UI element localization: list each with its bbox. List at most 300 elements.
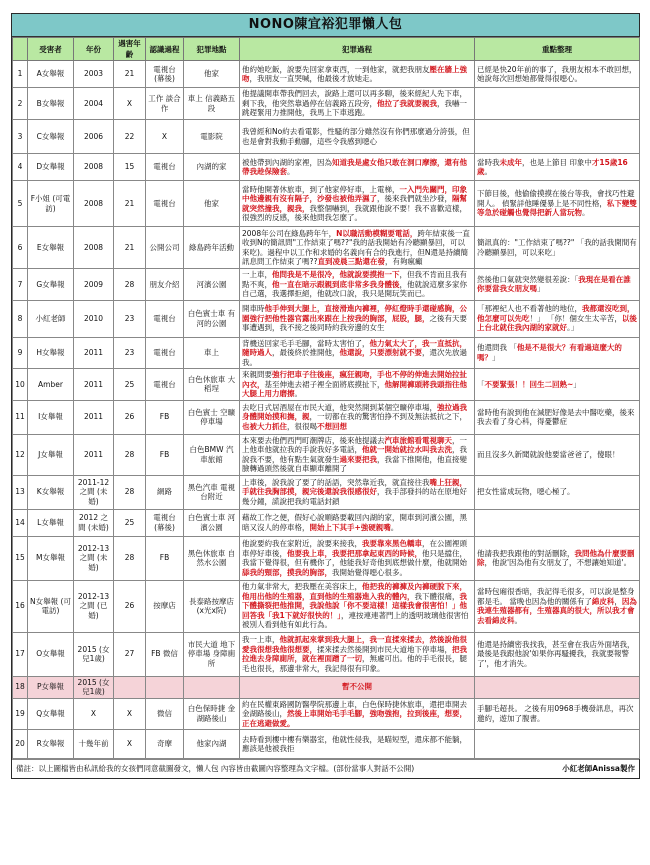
- age-cell: X: [114, 88, 146, 120]
- how-met-cell: 電視台: [146, 337, 184, 369]
- col-header-process: 犯罪過程: [240, 38, 475, 61]
- place-cell: 白色賓士 空曠停車場: [184, 400, 240, 434]
- age-cell: 21: [114, 227, 146, 269]
- plain-text: 。: [514, 615, 522, 625]
- highlight-text: 以後上台北就住我內湖的家就好: [477, 313, 637, 333]
- highlight-text: 他力氣太大了，我一直抵抗，隨時過人: [242, 338, 467, 357]
- note-cell: [475, 509, 640, 536]
- plain-text: 一上車，: [242, 270, 272, 279]
- plain-text: 跨年結束後一直收到N的簡訊問"工作結束了嗎??"我的話我開始有冷聽顯暴回，可以來吃)。過程中以工作和求婚的名義向有合的我進行，但N還是持續簡訊息問工作結束了嗎??: [242, 228, 470, 266]
- victim-cell: K女舉報: [28, 475, 74, 509]
- plain-text: 。: [294, 389, 302, 398]
- plain-text: 簡訊真的："工作結束了嗎??" 「我的話我開間有冷聽顯暴回，可以來吃」: [477, 238, 637, 257]
- age-cell: 21: [114, 181, 146, 227]
- highlight-text: 他一直在暗示跟親到底非常多我身體後: [272, 279, 400, 289]
- highlight-text: N以職活動模糊要電話，: [336, 228, 418, 238]
- plain-text: 上車後，說我說了要了的話語，突然靠近我，就直接往我: [242, 477, 430, 487]
- how-met-cell: 奇摩: [146, 730, 184, 759]
- victim-cell: J女舉報: [28, 434, 74, 475]
- table-row: [13, 181, 640, 227]
- note-cell: [475, 154, 640, 181]
- plain-text: ，有夠瘋癲: [384, 257, 423, 266]
- place-cell: 他家內湖: [184, 730, 240, 759]
- how-met-cell: 電視台: [146, 369, 184, 401]
- plain-text: 藉故工作之便，假好心說順路要載回內湖的家，開車到河濱公園，黑暗又沒人的停車格，: [242, 513, 467, 532]
- row-index: 11: [13, 400, 28, 434]
- footer-note: 備註：以上圖檔皆由私訊給我的女孩們同意截圖發文，懶人包 內容皆由截圖內容整理為文字檔。(部份當事人對話不公開): [16, 764, 415, 773]
- note-cell: [475, 730, 640, 759]
- plain-text: 我下體很痛，: [414, 591, 460, 601]
- highlight-text: 他是不是很大？有看過這麼大的嗎？: [477, 343, 622, 362]
- process-cell: [240, 509, 475, 536]
- table-row: [13, 676, 640, 698]
- plain-text: 把女性當成玩物，噁心極了。: [477, 487, 575, 497]
- plain-text: 當時包廂很香暗，我記得毛很多，可以說是整身都是毛。 當晚也因為他的關係有了: [477, 587, 635, 606]
- victim-cell: Q女舉報: [28, 698, 74, 730]
- process-cell: [240, 154, 475, 181]
- how-met-cell: 電視台 (幕後): [146, 509, 184, 536]
- plain-text: 基至伸進去裙子裡全面將底摸扯下，: [264, 379, 385, 389]
- plain-text: ，最後終於推開他，: [272, 348, 340, 357]
- plain-text: 」: [492, 352, 500, 362]
- plain-text: 已經是快20年前的事了，我朋友根本不敢回想，她說每次回想她都覺得很噁心。: [477, 64, 637, 83]
- highlight-text: 嘴上狂親，手就往我胸部摸，親完後還說我很感很好: [242, 477, 467, 497]
- place-cell: 黑色汽車 電視台附近: [184, 475, 240, 509]
- plain-text: 他還問我 「: [477, 343, 517, 353]
- age-cell: 26: [114, 580, 146, 632]
- place-cell: 內湖的家: [184, 154, 240, 181]
- age-cell: 23: [114, 300, 146, 337]
- plain-text: 本來要去他們西門町潮牌店，後來他提議去: [242, 435, 385, 445]
- note-cell: [475, 88, 640, 120]
- plain-text: 當時我: [477, 157, 500, 167]
- plain-text: 來親問要: [242, 370, 272, 379]
- note-cell: [475, 434, 640, 475]
- age-cell: 25: [114, 369, 146, 401]
- place-cell: 河濱公園: [184, 269, 240, 301]
- year-cell: 2012-13 之間 (未婚): [74, 536, 114, 580]
- plain-text: 他只是擋住，我當下覺得很，但有機你了，他能我好奇他到底想做什麼，他就開始: [242, 548, 467, 567]
- incident-table: [12, 37, 640, 759]
- age-cell: 23: [114, 337, 146, 369]
- highlight-text: 綿皮科: [591, 596, 615, 606]
- place-cell: 白色休旅車 大稻埕: [184, 369, 240, 401]
- year-cell: 2011: [74, 434, 114, 475]
- highlight-text: 我下體撕裂把他推開，我說他說「你不要這樣！這樣我會很害怕！」他回答我「我1下就好很快的！」: [242, 591, 467, 620]
- how-met-cell: [146, 676, 184, 698]
- year-cell: 2009: [74, 269, 114, 301]
- row-index: 18: [13, 676, 28, 698]
- place-cell: 他家: [184, 181, 240, 227]
- age-cell: 28: [114, 536, 146, 580]
- footer: [12, 759, 639, 778]
- table-row: [13, 88, 640, 120]
- note-cell: [475, 369, 640, 401]
- plain-text: 揉來揉去然後開到市民大道地下停車場，: [317, 644, 452, 654]
- plain-text: 我一上車，: [242, 635, 280, 644]
- year-cell: 2015 (女兒1歲): [74, 632, 114, 676]
- plain-text: 他還是持續密我找我，甚至會在我店外面堵我，最後是我跟他說'如果你再騷擾我，我就要報警了'，他才消失。: [477, 639, 635, 668]
- header-row: [13, 38, 640, 61]
- year-cell: 2003: [74, 61, 114, 88]
- col-header-year: 年份: [74, 38, 114, 61]
- process-cell: [240, 181, 475, 227]
- highlight-text: 把我拉進去身障廁所，就在裡面蹭了一切: [242, 644, 467, 663]
- how-met-cell: 朋友介紹: [146, 269, 184, 301]
- row-index: 20: [13, 730, 28, 759]
- row-index: 12: [13, 434, 28, 475]
- plain-text: ，他就說這麼多家你自己選，我選擇拒絕，他就改口說，我只是開玩笑而已。: [242, 279, 467, 298]
- row-index: 1: [13, 61, 28, 88]
- victim-cell: G女舉報: [28, 269, 74, 301]
- row-index: 4: [13, 154, 28, 181]
- note-cell: [475, 580, 640, 632]
- age-cell: 26: [114, 400, 146, 434]
- highlight-text: 他把我的褲褲及內褲硬脫下來，他用出他的生殖器，直到他的生殖器進入我的體內，: [242, 582, 467, 601]
- note-cell: [475, 300, 640, 337]
- highlight-text: 他就抓起來掌到我大腿上，我一直揉來揉去，然後說他很愛我很想我他很想要，: [242, 635, 467, 654]
- plain-text: 他約她吃飯，說要先回家拿東西，一到他家，就把我朋友: [242, 64, 430, 74]
- note-cell: [475, 181, 640, 227]
- note-cell: [475, 698, 640, 730]
- row-index: 6: [13, 227, 28, 269]
- year-cell: 2015 (女兒1歲): [74, 676, 114, 698]
- row-index: 3: [13, 120, 28, 154]
- row-index: 7: [13, 269, 28, 301]
- victim-cell: O女舉報: [28, 632, 74, 676]
- place-cell: 白色BMW 汽車旅館: [184, 434, 240, 475]
- highlight-text: 未成年: [499, 157, 522, 167]
- plain-text: 我整個嚇到，我就跟他說不要！我不喜歡這樣，很強烈的反感，後來他問我怎麼了。: [242, 203, 467, 222]
- year-cell: 2012 之間 (未婚): [74, 509, 114, 536]
- highlight-text: 私下變雙等急於碰觸也覺得把新人當玩物: [477, 198, 637, 218]
- year-cell: 2008: [74, 227, 114, 269]
- how-met-cell: 按摩店: [146, 580, 184, 632]
- victim-cell: P女舉報: [28, 676, 74, 698]
- how-met-cell: 電視台: [146, 181, 184, 227]
- victim-cell: L女舉報: [28, 509, 74, 536]
- year-cell: 2011-12 之間 (未婚): [74, 475, 114, 509]
- plain-text: 然後他口氣就突然變很差說：「: [477, 274, 579, 284]
- row-index: 9: [13, 337, 28, 369]
- plain-text: ，很很喝: [287, 421, 317, 431]
- plain-text: 下節目後，他偷偷摸摸在後台等我，會找巧性避開人。 偵緊詳他睡優暴上是不同性格，: [477, 189, 635, 208]
- plain-text: 被他帶到內湖的家裡，因為: [242, 157, 332, 167]
- plain-text: 。: [390, 522, 399, 532]
- highlight-text: 暫不公開: [342, 682, 372, 692]
- process-cell: [240, 475, 475, 509]
- place-cell: 他家: [184, 61, 240, 88]
- highlight-text: 也被大力抓住: [242, 421, 287, 431]
- plain-text: ，也是上節目 印象中: [522, 157, 592, 167]
- plain-text: ，我當下推開他，他直接變臉轉過頭然後就自車顯車離開了: [242, 454, 467, 473]
- plain-text: 之後有天要事遭遇到，我不接之後同時約我旁邊的女生: [242, 313, 467, 333]
- highlight-text: 強行把車子往後座，瘋狂親吻，手也不停的伸進去開始拉扯內衣，: [242, 370, 467, 389]
- age-cell: [114, 676, 146, 698]
- place-cell: 白色賓士車 有河的公園: [184, 300, 240, 337]
- plain-text: 2008年公司在綠島跨年午，: [242, 228, 337, 238]
- plain-text: 。」: [567, 323, 579, 333]
- note-cell: [475, 400, 640, 434]
- col-header-index: [13, 38, 28, 61]
- table-row: [13, 120, 640, 154]
- table-row: [13, 509, 640, 536]
- place-cell: 白色賓士車 河濱公園: [184, 509, 240, 536]
- note-cell: [475, 120, 640, 154]
- process-cell: [240, 269, 475, 301]
- table-row: [13, 369, 640, 401]
- table-row: [13, 434, 640, 475]
- highlight-text: 舔我的頸部，摸我的胸部，: [242, 567, 332, 577]
- place-cell: 黑色休旅車 自然水公園: [184, 536, 240, 580]
- place-cell: 車上 信義路五段: [184, 88, 240, 120]
- year-cell: 2010: [74, 300, 114, 337]
- row-index: 5: [13, 181, 28, 227]
- age-cell: 15: [114, 154, 146, 181]
- plain-text: 當時他開著休旅車，到了他家停好車，上電梯，: [242, 184, 400, 194]
- highlight-text: 汽車旅館看電視聊天: [384, 435, 452, 445]
- how-met-cell: 公開公司: [146, 227, 184, 269]
- highlight-text: 我要靠來黑色轎車: [362, 539, 422, 548]
- row-index: 10: [13, 369, 28, 401]
- plain-text: 約在民權東路國防醫學院那邊上車，白色保時捷休旅車，還把車開去金湖路後山，: [242, 699, 467, 718]
- victim-cell: F小姐 (可電訪): [28, 181, 74, 227]
- place-cell: 市民大道 地下停車場 身障廁所: [184, 632, 240, 676]
- plain-text: ，無處可出。他的手毛很長，腿毛也很長，那邊非常大，我記得很有印象。: [242, 654, 467, 673]
- plain-text: ，我手部發抖的站在原地好幾分鐘，謊說把我約電話封鎖: [242, 487, 467, 506]
- age-cell: 25: [114, 509, 146, 536]
- plain-text: 手腳毛超長。 之後有用0968手機發訊息，再次邀約，遊加了腹書。: [477, 704, 634, 723]
- note-cell: [475, 61, 640, 88]
- place-cell: 白色保時捷 金湖路後山: [184, 698, 240, 730]
- plain-text: 而且沒多久新聞就說他要當爸爸了，傻眼！: [477, 449, 620, 459]
- table-row: [13, 730, 640, 759]
- note-cell: [475, 676, 640, 698]
- highlight-text: 他要我上車，我要把那拿起東西的時候，: [287, 548, 422, 558]
- row-index: 14: [13, 509, 28, 536]
- plain-text: 去時看到樓中樓有樂器室，他就性侵我，是瞄短型，還床都不能躺，應該是他被我拒: [242, 734, 467, 753]
- highlight-text: 他手伸到大腿上，直接滑進內褲裡，停紅燈時手還碰感胸，公園強行把他性器官露出來跟在上按我的胸部，屁股，腿，: [242, 304, 467, 323]
- plain-text: 開車時: [242, 304, 265, 314]
- plain-text: 他請我把我跟他的對話刪除，: [477, 548, 575, 558]
- plain-text: 「那裡紀人也不看著他的地位，: [477, 304, 582, 314]
- process-cell: [240, 337, 475, 369]
- summary-sheet: [11, 13, 640, 779]
- col-header-notes: 重點整理: [475, 38, 640, 61]
- row-index: 8: [13, 300, 28, 337]
- plain-text: 。: [582, 208, 590, 218]
- how-met-cell: 電視台: [146, 154, 184, 181]
- victim-cell: D女舉報: [28, 154, 74, 181]
- age-cell: 22: [114, 120, 146, 154]
- how-met-cell: 電視台 (幕後): [146, 61, 184, 88]
- col-header-place: 犯罪地點: [184, 38, 240, 61]
- highlight-text: 然後上車開始毛手毛腳，強吻強抱，拉到後座，想要，正在逃避做愛。: [242, 709, 467, 728]
- how-met-cell: FB: [146, 536, 184, 580]
- highlight-text: 知道我是處女他只敢在洞口摩擦，還有他帶我趁保險套: [242, 157, 467, 176]
- year-cell: 2008: [74, 181, 114, 227]
- table-row: [13, 698, 640, 730]
- highlight-text: 他拉了我就要親我: [377, 98, 437, 108]
- row-index: 17: [13, 632, 28, 676]
- row-index: 2: [13, 88, 28, 120]
- process-cell: [240, 698, 475, 730]
- plain-text: 」: [573, 379, 581, 389]
- process-cell: [240, 369, 475, 401]
- plain-text: ，我嚇一跳趕緊用力推開他，我馬上下車逃跑。: [242, 98, 467, 118]
- highlight-text: 過來要把我: [339, 454, 377, 464]
- process-cell: [240, 400, 475, 434]
- plain-text: 」: [537, 284, 545, 294]
- highlight-text: 強拉過我身體開始摸和撫，親: [242, 402, 467, 422]
- process-cell: [240, 632, 475, 676]
- note-cell: [475, 227, 640, 269]
- plain-text: ，連按連連著門上的透明玻璃他很害怕被別人看到他有如此行為。: [242, 610, 469, 630]
- process-cell: [240, 730, 475, 759]
- age-cell: 27: [114, 632, 146, 676]
- year-cell: 2012-13 之間 (已婚): [74, 580, 114, 632]
- plain-text: 。: [287, 167, 295, 176]
- process-cell: [240, 61, 475, 88]
- note-cell: [475, 632, 640, 676]
- age-cell: X: [114, 698, 146, 730]
- process-cell: [240, 88, 475, 120]
- row-index: 13: [13, 475, 28, 509]
- victim-cell: N女舉報 (可電訪): [28, 580, 74, 632]
- highlight-text: 他問我是不是很冷，他就說要摸抱一下: [272, 270, 400, 279]
- plain-text: ，在公園裡頭車停好車後，: [242, 539, 467, 558]
- plain-text: 當時他有說到他在減肥好像是去中醫吃藥，後來我去看了身心科，得憂鬱症: [477, 407, 635, 426]
- highlight-text: 不想回想: [317, 421, 347, 431]
- table-row: [13, 400, 640, 434]
- highlight-text: 一入門先關門，印象中他邊親有沒有隔子，沙發也被他弄濕了: [242, 184, 467, 203]
- victim-cell: C女舉報: [28, 120, 74, 154]
- plain-text: 他提議開車帶我們回去，說路上還可以再多聊，後來經紀人先下車，剩下我，他突然靠過停在信義路五段旁，: [242, 89, 467, 108]
- table-row: [13, 154, 640, 181]
- row-index: 15: [13, 536, 28, 580]
- how-met-cell: FB: [146, 434, 184, 475]
- table-row: [13, 632, 640, 676]
- victim-cell: M女舉報: [28, 536, 74, 580]
- year-cell: 2011: [74, 400, 114, 434]
- plain-text: 。: [484, 167, 492, 176]
- place-cell: 綠島跨年活動: [184, 227, 240, 269]
- how-met-cell: 工作 談合作: [146, 88, 184, 120]
- highlight-text: 他就一開始就拉水叫我去洗: [362, 445, 452, 454]
- place-cell: [184, 676, 240, 698]
- victim-cell: 小紅老師: [28, 300, 74, 337]
- age-cell: 28: [114, 475, 146, 509]
- victim-cell: R女舉報: [28, 730, 74, 759]
- year-cell: 2011: [74, 369, 114, 401]
- table-row: [13, 300, 640, 337]
- plain-text: ，他說'因為他有女朋友了，不想讓她知道'。: [484, 558, 632, 567]
- year-cell: 2011: [74, 337, 114, 369]
- highlight-text: 壓在牆上強吻: [242, 64, 467, 83]
- how-met-cell: X: [146, 120, 184, 154]
- note-cell: [475, 475, 640, 509]
- table-row: [13, 61, 640, 88]
- year-cell: 十幾年前: [74, 730, 114, 759]
- highlight-text: 他解開褲頭將我頭指往他大腿上用力磨擦: [242, 379, 467, 398]
- table-row: [13, 580, 640, 632]
- process-cell: [240, 300, 475, 337]
- age-cell: 28: [114, 269, 146, 301]
- highlight-text: 他還說，只要漂射就不要: [339, 348, 422, 357]
- process-cell: [240, 120, 475, 154]
- table-row: [13, 227, 640, 269]
- table-row: [13, 337, 640, 369]
- plain-text: ，我說我不要，他有點生氣就發生: [242, 445, 467, 464]
- process-cell: [240, 676, 475, 698]
- victim-cell: B女舉報: [28, 88, 74, 120]
- victim-cell: H女舉報: [28, 337, 74, 369]
- how-met-cell: 網路: [146, 475, 184, 509]
- col-header-how-met: 認識過程: [146, 38, 184, 61]
- sheet-title: NONO陳宜裕犯罪懶人包: [12, 14, 639, 37]
- highlight-text: 直到凌晨三點還在發: [317, 257, 385, 266]
- how-met-cell: 微信: [146, 698, 184, 730]
- plain-text: 背機送回家毛手毛腳，當時太害怕了，: [242, 338, 370, 348]
- plain-text: ，一切都在我的驚害怕挣不到及無法抵抗之下，: [309, 412, 467, 422]
- highlight-text: 因為我連生殖器都有，生殖器真的很大，所以我才會去看綿皮科: [477, 596, 637, 625]
- plain-text: ，: [614, 596, 622, 606]
- plain-text: ，一上他車他就拉我的手說我好多電話，: [242, 435, 467, 454]
- highlight-text: 開始上下其手+強硬親嘴: [309, 522, 391, 532]
- plain-text: 他力氣非常大，把我壓在美容床上，: [242, 582, 362, 592]
- plain-text: ！」 「你！個女生太辛苦，: [529, 313, 622, 323]
- year-cell: X: [74, 698, 114, 730]
- highlight-text: 不要緊張！！回生二回熟~: [484, 379, 574, 389]
- plain-text: 我曾經和No約去看電影，性騷的部分雖然沒有你們那麼過分誇張，但也是會對我動手動腳，這些令我感到噁心: [242, 127, 470, 146]
- place-cell: 電影院: [184, 120, 240, 154]
- highlight-text: 隔幫就突然撞我，親我，: [242, 194, 467, 213]
- plain-text: ，我朋友一直哭喊，他最後才放她走。: [249, 74, 377, 83]
- table-row: [13, 536, 640, 580]
- how-met-cell: FB: [146, 400, 184, 434]
- highlight-text: 才15歲16歲: [477, 157, 628, 176]
- plain-text: ，後來我們就坐沙發，: [377, 194, 452, 203]
- col-header-victim: 受害者: [28, 38, 74, 61]
- plain-text: 他說要約我在家附近，說要來接我，: [242, 539, 362, 548]
- process-cell: [240, 536, 475, 580]
- row-index: 16: [13, 580, 28, 632]
- place-cell: 長泰路按摩店 (x光x院): [184, 580, 240, 632]
- age-cell: X: [114, 730, 146, 759]
- row-index: 19: [13, 698, 28, 730]
- highlight-text: 我都還沒吃到，他怎麼可以先吃: [477, 304, 635, 323]
- victim-cell: I女舉報: [28, 400, 74, 434]
- note-cell: [475, 536, 640, 580]
- highlight-text: 我現在是看在誰你要當我女朋友嗎: [477, 274, 631, 294]
- note-cell: [475, 269, 640, 301]
- victim-cell: A女舉報: [28, 61, 74, 88]
- plain-text: 去吃日式居酒屋在市民大道，他突然開到某個空曠停車場，: [242, 402, 437, 412]
- process-cell: [240, 227, 475, 269]
- year-cell: 2006: [74, 120, 114, 154]
- place-cell: 車上: [184, 337, 240, 369]
- plain-text: 我開始覺得噁心很多。: [332, 567, 407, 577]
- table-row: [13, 269, 640, 301]
- year-cell: 2004: [74, 88, 114, 120]
- plain-text: 「: [477, 379, 485, 389]
- process-cell: [240, 580, 475, 632]
- victim-cell: Amber: [28, 369, 74, 401]
- age-cell: 21: [114, 61, 146, 88]
- plain-text: ，還次先放過我。: [242, 348, 467, 367]
- how-met-cell: FB 微信: [146, 632, 184, 676]
- year-cell: 2008: [74, 154, 114, 181]
